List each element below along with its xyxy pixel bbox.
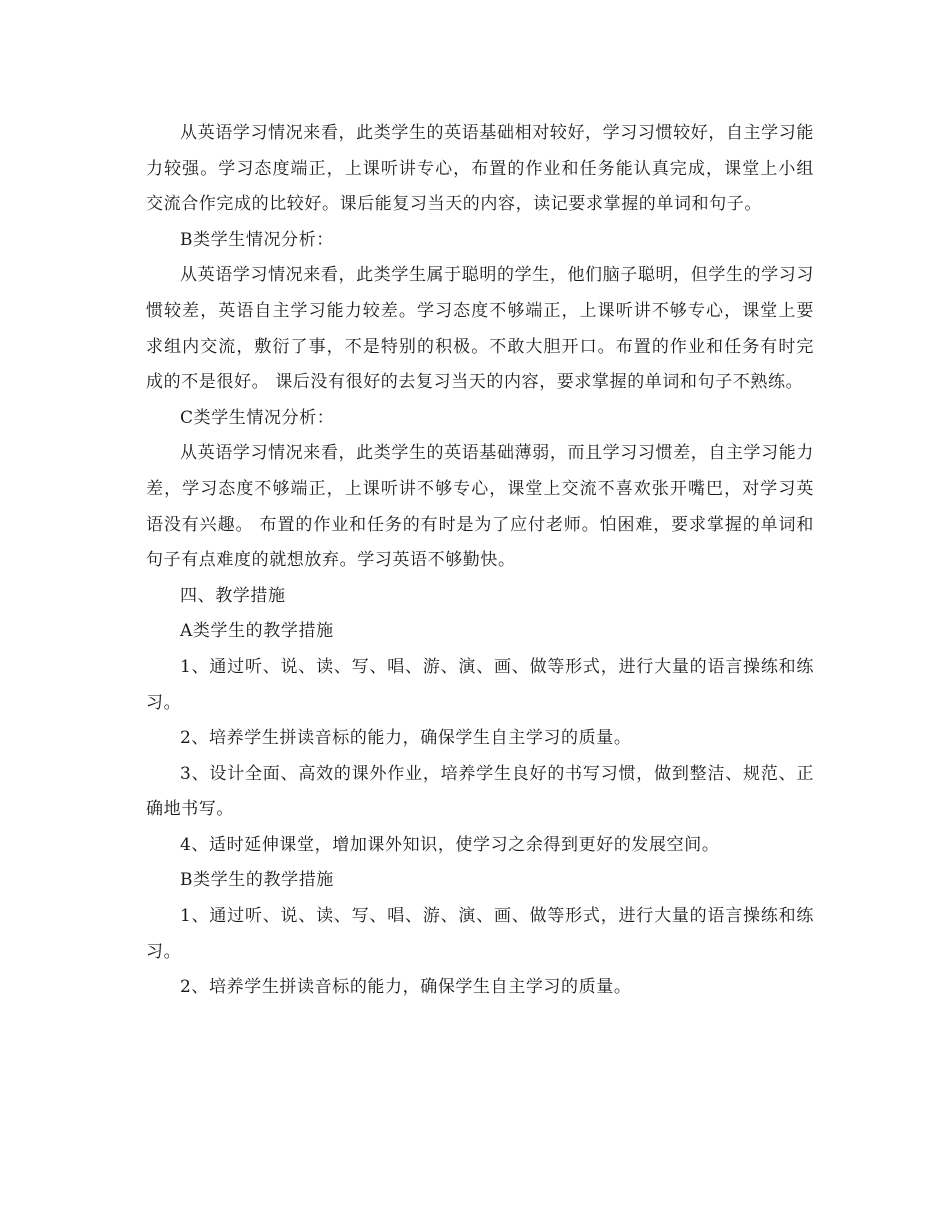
- heading-class-a-measures: A类学生的教学措施: [180, 621, 334, 642]
- heading-class-c-analysis: C类学生情况分析：: [180, 407, 335, 428]
- heading-teaching-measures: 四、教学措施: [180, 585, 286, 606]
- list-item-a-1: 1、通过听、说、读、写、唱、游、演、画、做等形式，进行大量的语言操练和练习。: [146, 656, 814, 713]
- list-item-b-1: 1、通过听、说、读、写、唱、游、演、画、做等形式，进行大量的语言操练和练习。: [146, 906, 814, 962]
- list-item-a-4: 4、适时延伸课堂，增加课外知识，使学习之余得到更好的发展空间。: [180, 834, 720, 855]
- paragraph-class-a-analysis: 从英语学习情况来看，此类学生的英语基础相对较好，学习习惯较好，自主学习能力较强。学习态度端正，上课听讲专心，布置的作业和任务能认真完成，课堂上小组交流合作完成的比较好。课后能复习当天的内容，读记要求掌握的单词和句子。: [146, 123, 814, 215]
- paragraph-class-c-analysis: 从英语学习情况来看，此类学生的英语基础薄弱，而且学习习惯差，自主学习能力差，学习态度不够端正，上课听讲不够专心，课堂上交流不喜欢张开嘴巴，对学习英语没有兴趣。 布置的作业和任务的有时是为了应付老师。怕困难，要求掌握的单词和句子有点难度的就想放弃。学习英语不够勤快。: [146, 443, 814, 571]
- list-item-a-2: 2、培养学生拼读音标的能力，确保学生自主学习的质量。: [180, 728, 632, 749]
- document-body: [146, 116, 814, 1006]
- heading-class-b-analysis: B类学生情况分析：: [180, 229, 334, 250]
- paragraph-class-b-analysis: 从英语学习情况来看，此类学生属于聪明的学生，他们脑子聪明，但学生的学习习惯较差，英语自主学习能力较差。学习态度不够端正，上课听讲不够专心，课堂上要求组内交流，敷衍了事，不是特别的积极。不敢大胆开口。布置的作业和任务有时完成的不是很好。 课后没有很好的去复习当天的内容，要求掌握的单词和句子不熟练。: [146, 265, 814, 393]
- heading-class-b-measures: B类学生的教学措施: [180, 870, 334, 891]
- list-item-b-2: 2、培养学生拼读音标的能力，确保学生自主学习的质量。: [180, 977, 632, 998]
- list-item-a-3: 3、设计全面、高效的课外作业，培养学生良好的书写习惯，做到整洁、规范、正确地书写。: [146, 763, 814, 820]
